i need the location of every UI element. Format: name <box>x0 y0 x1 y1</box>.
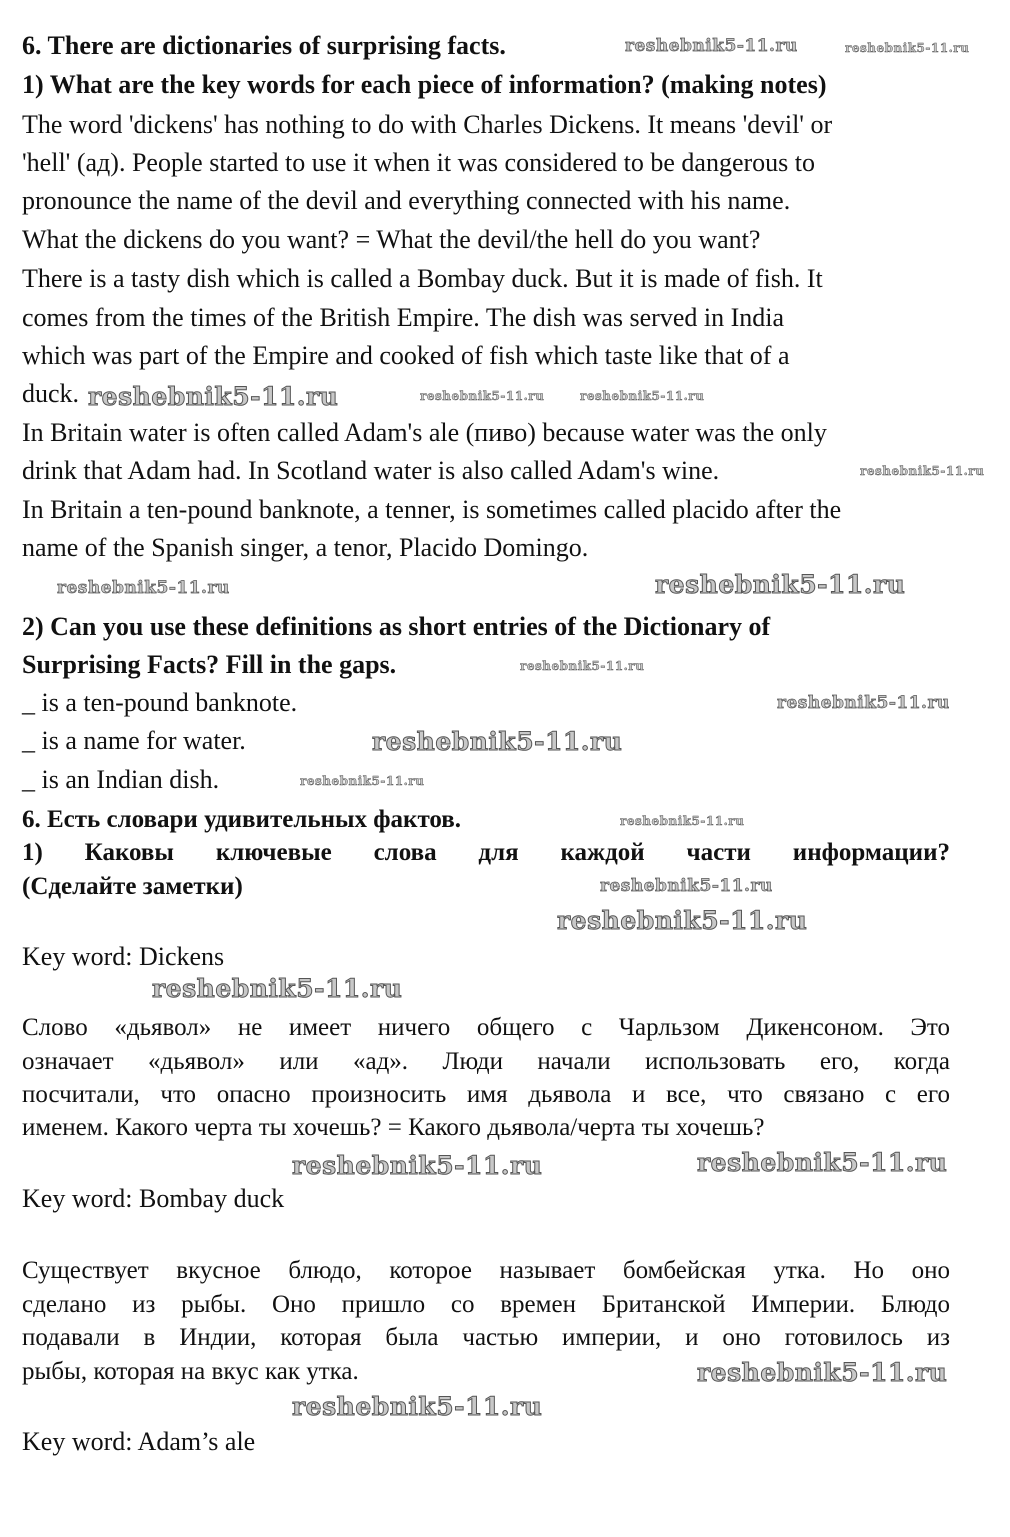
watermark: reshebnik5-11.ru <box>88 382 339 411</box>
watermark: reshebnik5-11.ru <box>697 1148 948 1177</box>
text-line: duck. <box>22 379 80 408</box>
gap-item: _ is a name for water. <box>22 726 246 755</box>
watermark: reshebnik5-11.ru <box>292 1392 543 1421</box>
text-line: What the dickens do you want? = What the devil/the hell do you want? <box>22 225 761 254</box>
watermark: reshebnik5-11.ru <box>152 974 403 1003</box>
ru-question-1-cont: (Сделайте заметки) <box>22 873 243 900</box>
watermark: reshebnik5-11.ru <box>420 389 545 403</box>
ru-text-line: Слово «дьявол» не имеет ничего общего с Чарльзом Дикенсоном. Это <box>22 1014 950 1041</box>
watermark: reshebnik5-11.ru <box>600 876 773 896</box>
question-1: 1) What are the key words for each piece of information? (making notes) <box>22 70 827 99</box>
key-word-dickens: Key word: Dickens <box>22 942 225 971</box>
key-word-bombay-duck: Key word: Bombay duck <box>22 1184 285 1213</box>
ru-text-line: посчитали, что опасно произносить имя дьявола и все, что связано с его <box>22 1081 950 1108</box>
watermark: reshebnik5-11.ru <box>520 659 645 673</box>
text-line: In Britain a ten-pound banknote, a tenner, is sometimes called placido after the <box>22 495 842 524</box>
watermark: reshebnik5-11.ru <box>860 464 985 478</box>
text-line: comes from the times of the British Empire. The dish was served in India <box>22 303 785 332</box>
watermark: reshebnik5-11.ru <box>625 36 798 56</box>
ru-question-1: 1) Каковы ключевые слова для каждой части информации? <box>22 839 950 866</box>
watermark: reshebnik5-11.ru <box>777 693 950 713</box>
watermark: reshebnik5-11.ru <box>845 41 970 55</box>
text-line: which was part of the Empire and cooked of fish which taste like that of a <box>22 341 790 370</box>
watermark: reshebnik5-11.ru <box>580 389 705 403</box>
question-2: 2) Can you use these definitions as short entries of the Dictionary of <box>22 612 771 641</box>
ru-text-line: сделано из рыбы. Оно пришло со времен Британской Империи. Блюдо <box>22 1291 950 1318</box>
ru-text-line: рыбы, которая на вкус как утка. <box>22 1358 359 1385</box>
watermark: reshebnik5-11.ru <box>697 1358 948 1387</box>
gap-item: _ is an Indian dish. <box>22 765 220 794</box>
watermark: reshebnik5-11.ru <box>292 1151 543 1180</box>
watermark: reshebnik5-11.ru <box>300 774 425 788</box>
text-line: 'hell' (ад). People started to use it when it was considered to be dangerous to <box>22 148 815 177</box>
ru-text-line: подавали в Индии, которая была частью империи, и оно готовилось из <box>22 1324 950 1351</box>
text-line: In Britain water is often called Adam's ale (пиво) because water was the only <box>22 418 827 447</box>
key-word-adams-ale: Key word: Adam’s ale <box>22 1427 256 1456</box>
watermark: reshebnik5-11.ru <box>372 727 623 756</box>
ru-task-title: 6. Есть словари удивительных фактов. <box>22 806 462 833</box>
question-2-cont: Surprising Facts? Fill in the gaps. <box>22 650 397 679</box>
watermark: reshebnik5-11.ru <box>57 578 230 598</box>
text-line: The word 'dickens' has nothing to do with Charles Dickens. It means 'devil' or <box>22 110 833 139</box>
text-line: name of the Spanish singer, a tenor, Placido Domingo. <box>22 533 589 562</box>
task-title: 6. There are dictionaries of surprising facts. <box>22 31 506 60</box>
ru-text-line: именем. Какого черта ты хочешь? = Какого дьявола/черта ты хочешь? <box>22 1114 765 1141</box>
watermark: reshebnik5-11.ru <box>655 570 906 599</box>
text-line: pronounce the name of the devil and everything connected with his name. <box>22 186 791 215</box>
gap-item: _ is a ten-pound banknote. <box>22 688 298 717</box>
ru-text-line: означает «дьявол» или «ад». Люди начали использовать его, когда <box>22 1048 950 1075</box>
text-line: There is a tasty dish which is called a Bombay duck. But it is made of fish. It <box>22 264 823 293</box>
text-line: drink that Adam had. In Scotland water is also called Adam's wine. <box>22 456 720 485</box>
watermark: reshebnik5-11.ru <box>620 814 745 828</box>
ru-text-line: Существует вкусное блюдо, которое называет бомбейская утка. Но оно <box>22 1257 950 1284</box>
watermark: reshebnik5-11.ru <box>557 906 808 935</box>
